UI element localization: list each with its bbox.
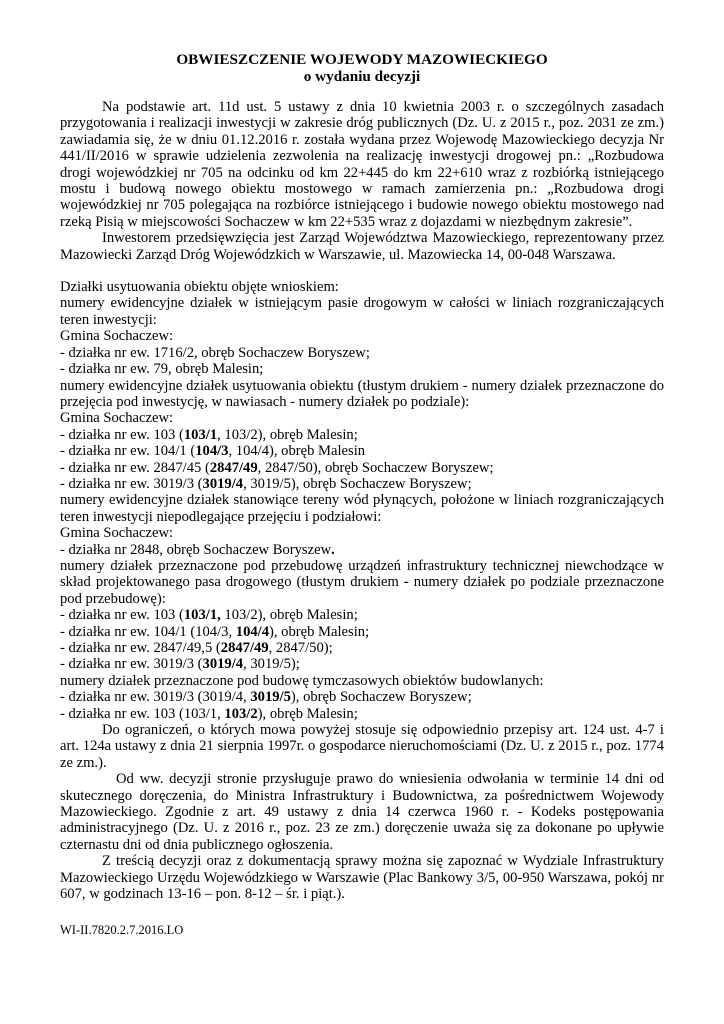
inspection-paragraph: Z treścią decyzji oraz z dokumentacją sprawy można się zapoznać w Wydziale Infrastruktury Mazowieckiego Urzędu Wojewódzkiego w Warszawie (Plac Bankowy 3/5, 00-950 Warszawa, pokój nr 607, w godzinach 13-16 – pon. 8-12 – śr. i piąt.). [60,853,664,903]
restrictions-paragraph: Do ograniczeń, o których mowa powyżej stosuje się odpowiednio przepisy art. 124 ust. 4-7 i art. 124a ustawy z dnia 21 sierpnia 1997r. o gospodarce nieruchomościami (Dz. U. z 2015 r., poz. 1774 ze zm.). [60,722,664,771]
plots-object-intro: numery ewidencyjne działek usytuowania obiektu (tłustym drukiem - numery działek przeznaczone do przejęcia pod inwestycję, w nawiasach - numery działek po podziale): [60,377,664,410]
plots-infrastructure-intro: numery działek przeznaczone pod przebudowę urządzeń infrastruktury technicznej niewchodzące w skład projektowanego pasa drogowego (tłustym drukiem - numery działek po podziale przeznaczone pod przebudowę): [60,557,664,607]
gmina-label: Gmina Sochaczew: [60,525,174,542]
gmina-label: Gmina Sochaczew: [60,410,174,427]
gmina-label: Gmina Sochaczew: [60,328,174,345]
investor-paragraph: Inwestorem przedsięwzięcia jest Zarząd Województwa Mazowieckiego, reprezentowany przez Mazowiecki Zarząd Dróg Wojewódzkich w Warszawie, ul. Mazowiecka 14, 00-048 Warszawa. [60,230,664,263]
plot-item: - działka nr ew. 104/1 (104/3, 104/4), obręb Malesin [60,443,366,460]
plots-road-lane-intro: numery ewidencyjne działek w istniejącym pasie drogowym w całości w liniach rozgraniczających teren inwestycji: [60,295,664,328]
plot-item: - działka nr ew. 2847/49,5 (2847/49, 2847/50); [60,640,333,656]
plot-item: - działka nr ew. 79, obręb Malesin; [60,361,264,378]
plot-item: - działka nr ew. 3019/3 (3019/4, 3019/5), obręb Sochaczew Boryszew; [60,689,472,706]
plot-item: - działka nr ew. 103 (103/1, 103/2), obręb Malesin; [60,607,358,624]
intro-paragraph: Na podstawie art. 11d ust. 5 ustawy z dnia 10 kwietnia 2003 r. o szczególnych zasadach przygotowania i realizacji inwestycji w zakresie dróg publicznych (Dz. U. z 2015 r., poz. 2031 ze zm.) zawiadamia się, że w dniu 01.12.2016 r. została wydana przez Wojewodę Mazowieckiego decyzja Nr 441/II/2016 w sprawie udzielenia zezwolenia na realizację inwestycji drogowej pn.: „Rozbudowa drogi wojewódzkiej nr 705 na odcinku od km 22+445 do km 22+610 wraz z rozbiórką istniejącego mostu i budową nowego obiektu mostowego w ramach zamierzenia pn.: „Rozbudowa drogi wojewódzkiej nr 705 polegająca na rozbiórce istniejącego i budowie nowego obiektu mostowego nad rzeką Pisią w miejscowości Sochaczew w km 22+535 wraz z dojazdami w niezbędnym zakresie”. [60,99,664,230]
plot-item: - działka nr ew. 2847/45 (2847/49, 2847/50), obręb Sochaczew Boryszew; [60,459,494,476]
plots-water-intro: numery ewidencyjne działek stanowiące tereny wód płynących, położone w liniach rozgraniczających teren inwestycji niepodlegające przejęciu i podziałowi: [60,492,664,525]
plots-heading: Działki usytuowania obiektu objęte wnioskiem: [60,279,339,296]
document-title: OBWIESZCZENIE WOJEWODY MAZOWIECKIEGO [176,51,548,68]
plots-temporary-intro: numery działek przeznaczone pod budowę tymczasowych obiektów budowlanych: [60,672,544,689]
plot-item: - działka nr ew. 3019/3 (3019/4, 3019/5); [60,656,300,673]
plots-section [60,279,664,722]
plot-item: - działka nr ew. 104/1 (104/3, 104/4), obręb Malesin; [60,623,370,640]
plot-item: - działka nr ew. 103 (103/1, 103/2), obręb Malesin; [60,426,358,443]
plot-item: - działka nr ew. 103 (103/1, 103/2), obręb Malesin; [60,705,358,722]
plot-item: - działka nr ew. 1716/2, obręb Sochaczew Boryszew; [60,344,370,361]
document-subtitle: o wydaniu decyzji [303,67,421,85]
document-header [60,52,664,85]
plot-item: - działka nr 2848, obręb Sochaczew Boryszew. [60,541,335,558]
reference-number: WI-II.7820.2.7.2016.LO [60,923,184,937]
plot-item: - działka nr ew. 3019/3 (3019/4, 3019/5), obręb Sochaczew Boryszew; [60,475,472,492]
appeal-paragraph: Od ww. decyzji stronie przysługuje prawo do wniesienia odwołania w terminie 14 dni od skutecznego doręczenia, do Ministra Infrastruktury i Budownictwa, za pośrednictwem Wojewody Mazowieckiego. Zgodnie z art. 49 ustawy z dnia 14 czerwca 1960 r. - Kodeks postępowania administracyjnego (Dz. U. z 2016 r., poz. 23 ze zm.) doręczenie uważa się za dokonane po upływie czternastu dni od dnia publicznego ogłoszenia. [60,771,664,853]
